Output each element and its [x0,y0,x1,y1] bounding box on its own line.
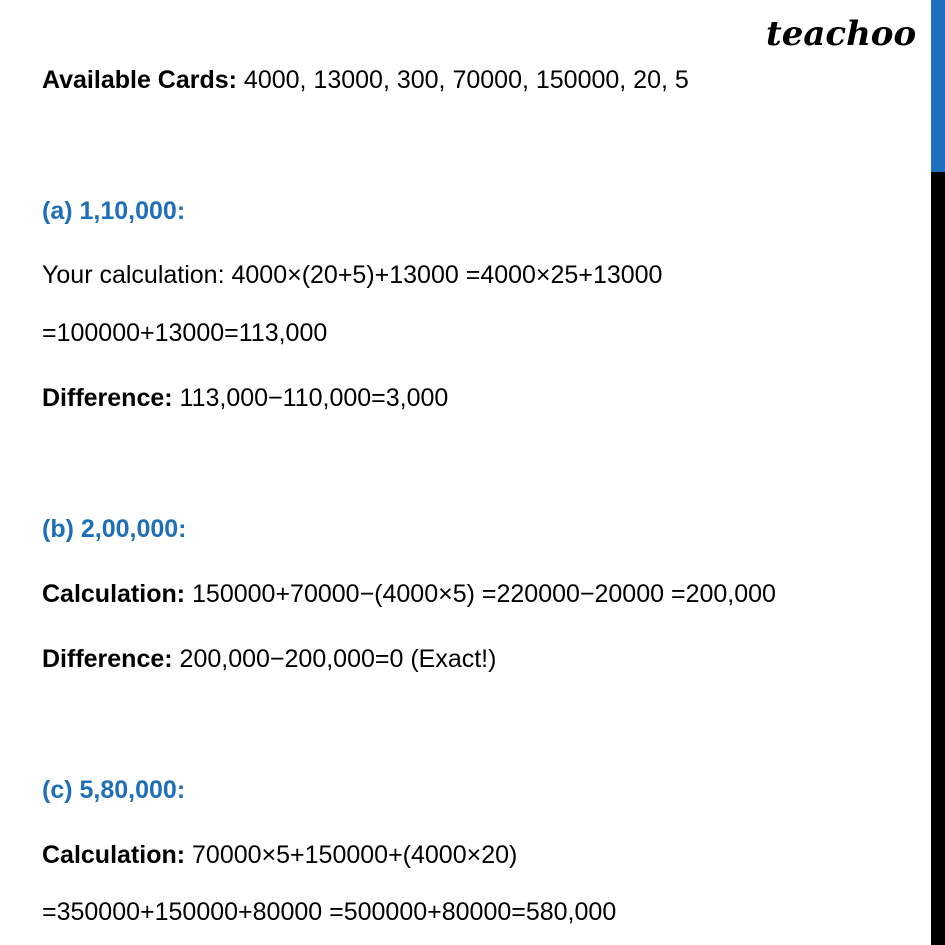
available-cards-label: Available Cards: [42,66,237,94]
part-b-difference-label: Difference: [42,645,173,673]
part-b-calculation-line [42,578,776,610]
part-a-difference-value: 113,000−110,000=3,000 [172,384,449,412]
part-b-calculation-value: 150000+70000−(4000×5) =220000−20000 =200,000 [185,580,776,608]
teachoo-logo: teachoo [766,14,917,54]
part-b-difference-value: 200,000−200,000=0 (Exact!) [172,645,497,673]
part-c-calculation-value: 70000×5+150000+(4000×20) [185,841,518,869]
part-c-calculation-line [42,839,517,871]
available-cards-line [42,64,689,96]
part-b-difference-line [42,643,496,675]
part-a-calculation-line1: Your calculation: 4000×(20+5)+13000 =4000×25+13000 [42,261,663,289]
part-a-difference-line [42,382,448,414]
available-cards-value: 4000, 13000, 300, 70000, 150000, 20, 5 [236,66,689,94]
part-c-calculation-label: Calculation: [42,841,186,869]
part-c-heading: (c) 5,80,000: [42,776,186,804]
part-b-calculation-label: Calculation: [42,580,186,608]
part-c-calculation-line2: =350000+150000+80000 =500000+80000=580,000 [42,898,617,926]
part-a-difference-label: Difference: [42,384,173,412]
part-b-heading: (b) 2,00,000: [42,515,187,543]
part-a-calculation-line2: =100000+13000=113,000 [42,319,328,347]
part-a-heading: (a) 1,10,000: [42,197,186,225]
scrollbar-thumb[interactable] [931,0,945,172]
